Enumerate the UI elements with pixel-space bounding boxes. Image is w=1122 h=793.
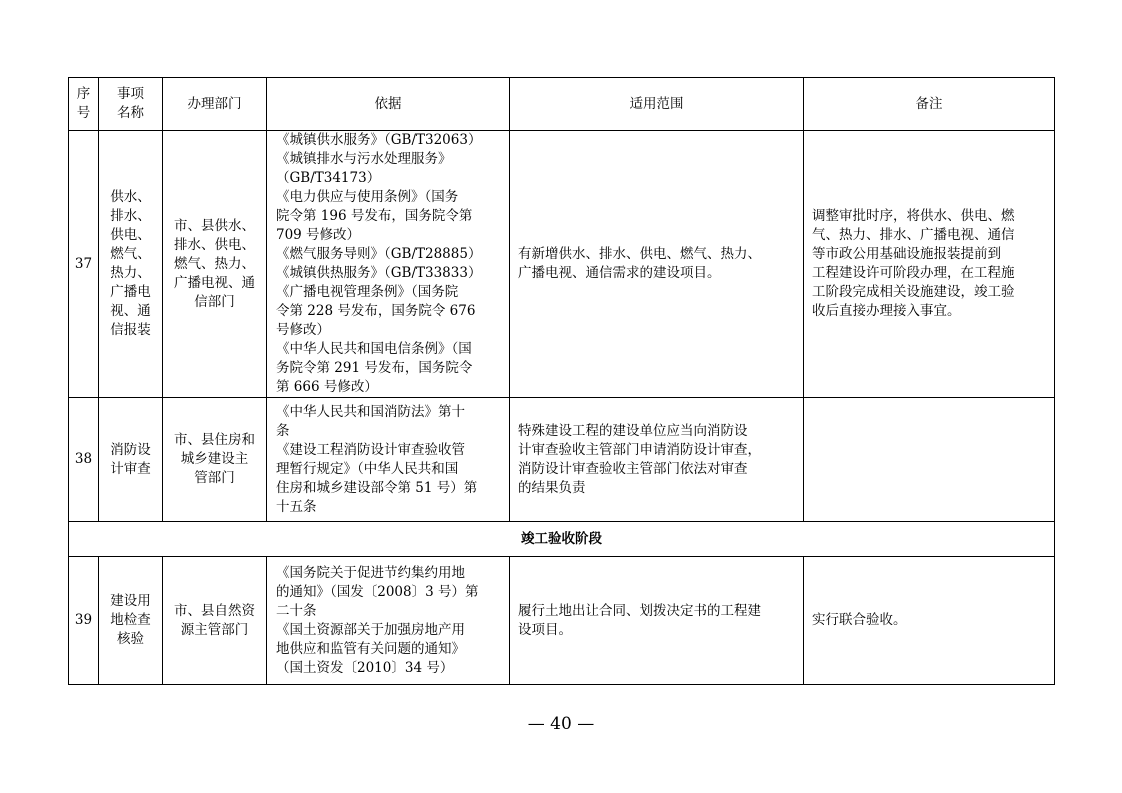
scope: 履行土地出让合同、划拨决定书的工程建 设项目。	[510, 557, 804, 685]
basis-line: 号修改）	[276, 322, 330, 338]
basis-line: 709 号修改）	[276, 227, 361, 243]
header-no: 序 号	[69, 78, 99, 131]
basis-line: 条	[276, 422, 290, 439]
basis-line: 《中华人民共和国电信条例》（国	[276, 341, 472, 357]
row-no: 38	[69, 398, 99, 522]
table-row	[69, 398, 1055, 522]
basis-line: 住房和城乡建设部令第 51 号）第	[276, 479, 478, 496]
basis-line: 十五条	[276, 498, 317, 515]
table-header-row	[69, 78, 1055, 131]
basis-line: 《城镇供热服务》（GB/T33833）	[276, 265, 482, 281]
stage-row	[69, 522, 1055, 557]
row-no: 39	[69, 557, 99, 685]
basis-line: 《国土资源部关于加强房地产用	[276, 621, 465, 638]
basis	[267, 398, 510, 522]
header-department: 办理部门	[163, 78, 267, 131]
basis-line: 务院令第 291 号发布，国务院令	[276, 360, 473, 376]
basis-line: 二十条	[276, 602, 317, 619]
basis-line: 《电力供应与使用条例》（国务	[276, 189, 459, 205]
basis-line: 院令第 196 号发布，国务院令第	[276, 208, 473, 224]
item-name: 消防设 计审查	[99, 398, 163, 522]
basis-line: 《中华人民共和国消防法》第十	[276, 403, 465, 420]
header-note: 备注	[804, 78, 1055, 131]
basis-line: 《广播电视管理条例》（国务院	[276, 284, 459, 300]
department: 市、县供水、 排水、供电、 燃气、热力、 广播电视、通 信部门	[163, 131, 267, 398]
header-basis: 依据	[267, 78, 510, 131]
basis-line: 第 666 号修改）	[276, 379, 378, 395]
basis-line: 《燃气服务导则》（GB/T28885）	[276, 246, 482, 262]
department: 市、县自然资 源主管部门	[163, 557, 267, 685]
basis-line: （国土资发〔2010〕34 号）	[276, 659, 454, 676]
basis-line: 地供应和监管有关问题的通知》	[276, 640, 465, 657]
item-name: 建设用 地检查 核验	[99, 557, 163, 685]
basis-line: 令第 228 号发布，国务院令 676	[276, 303, 476, 319]
basis	[267, 131, 510, 398]
header-scope: 适用范围	[510, 78, 804, 131]
basis-line: 《城镇排水与污水处理服务》	[276, 151, 452, 167]
note: 调整审批时序，将供水、供电、燃 气、热力、排水、广播电视、通信 等市政公用基础设施报装提前到 工程建设许可阶段办理，在工程施 工阶段完成相关设施建设，竣工验 收后直接办理接入事宜。	[804, 131, 1055, 398]
department: 市、县住房和 城乡建设主 管部门	[163, 398, 267, 522]
note	[804, 398, 1055, 522]
page-number: — 40 —	[527, 714, 595, 734]
item-name: 供水、 排水、 供电、 燃气、 热力、 广播电 视、通 信报装	[99, 131, 163, 398]
basis-line: （GB/T34173）	[276, 170, 381, 186]
basis-line: 《城镇供水服务》（GB/T32063）	[276, 132, 482, 148]
basis-line: 的通知》（国发〔2008〕3 号）第	[276, 583, 479, 600]
table-row	[69, 131, 1055, 398]
row-no: 37	[69, 131, 99, 398]
basis	[267, 557, 510, 685]
stage-label: 竣工验收阶段	[69, 522, 1055, 557]
basis-line: 《国务院关于促进节约集约用地	[276, 564, 465, 581]
basis-line: 《建设工程消防设计审查验收管	[276, 441, 465, 458]
scope: 有新增供水、排水、供电、燃气、热力、 广播电视、通信需求的建设项目。	[510, 131, 804, 398]
note: 实行联合验收。	[804, 557, 1055, 685]
scope: 特殊建设工程的建设单位应当向消防设 计审查验收主管部门申请消防设计审查， 消防设计审查验收主管部门依法对审查 的结果负责	[510, 398, 804, 522]
regulation-table	[68, 77, 1055, 685]
table-row	[69, 557, 1055, 685]
basis-line: 理暂行规定》（中华人民共和国	[276, 460, 459, 477]
header-item-name: 事项 名称	[99, 78, 163, 131]
